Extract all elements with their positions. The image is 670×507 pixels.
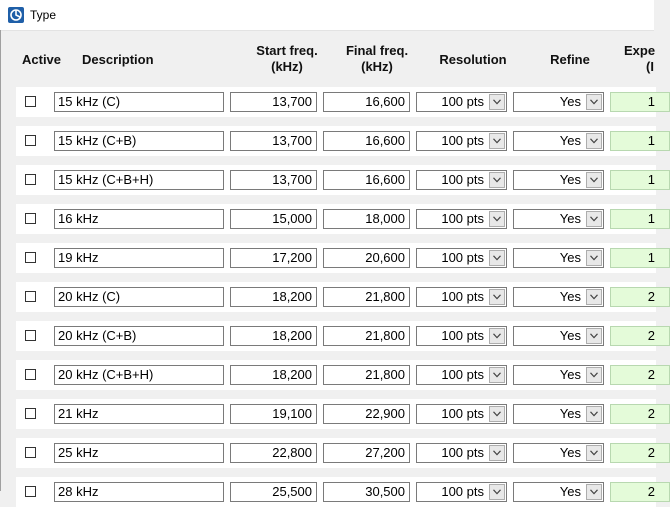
resolution-select[interactable]	[416, 287, 507, 307]
header-resolution: Resolution	[439, 52, 507, 67]
chevron-down-icon[interactable]	[489, 211, 505, 227]
chevron-down-icon[interactable]	[586, 328, 602, 344]
resolution-select[interactable]	[416, 443, 507, 463]
header-start-freq-line2: (kHz)	[271, 59, 303, 74]
chevron-down-icon[interactable]	[586, 250, 602, 266]
final-freq-input[interactable]: 27,200	[323, 443, 410, 463]
refine-select[interactable]	[513, 482, 604, 502]
table-row	[16, 399, 656, 429]
table-body	[0, 80, 655, 499]
description-input[interactable]: 25 kHz	[54, 443, 224, 463]
table-row	[16, 165, 656, 195]
expected-field: 2	[610, 482, 670, 502]
refine-value: Yes	[559, 250, 581, 265]
start-freq-input[interactable]: 13,700	[230, 170, 317, 190]
resolution-value: 100 pts	[441, 328, 484, 343]
table-row	[16, 360, 656, 390]
header-active: Active	[22, 52, 62, 67]
refine-select[interactable]	[513, 287, 604, 307]
refine-select[interactable]	[513, 209, 604, 229]
description-input[interactable]: 20 kHz (C+B)	[54, 326, 224, 346]
refine-value: Yes	[559, 172, 581, 187]
chevron-down-icon[interactable]	[489, 172, 505, 188]
table-header	[0, 31, 654, 81]
start-freq-input[interactable]: 15,000	[230, 209, 317, 229]
table-row	[16, 87, 656, 117]
start-freq-input[interactable]: 17,200	[230, 248, 317, 268]
start-freq-input[interactable]: 25,500	[230, 482, 317, 502]
expected-field: 1	[610, 209, 670, 229]
refine-value: Yes	[559, 406, 581, 421]
final-freq-input[interactable]: 20,600	[323, 248, 410, 268]
resolution-value: 100 pts	[441, 172, 484, 187]
header-final-freq-line1: Final freq.	[345, 43, 409, 58]
header-expected	[624, 43, 664, 75]
description-input[interactable]: 15 kHz (C+B+H)	[54, 170, 224, 190]
active-checkbox[interactable]	[25, 174, 36, 185]
header-expected-line1: Expe	[624, 43, 656, 58]
resolution-select[interactable]	[416, 170, 507, 190]
description-input[interactable]: 28 kHz	[54, 482, 224, 502]
resolution-value: 100 pts	[441, 94, 484, 109]
chevron-down-icon[interactable]	[586, 211, 602, 227]
resolution-value: 100 pts	[441, 367, 484, 382]
start-freq-input[interactable]: 13,700	[230, 131, 317, 151]
refine-select[interactable]	[513, 326, 604, 346]
resolution-value: 100 pts	[441, 289, 484, 304]
resolution-value: 100 pts	[441, 133, 484, 148]
resolution-select[interactable]	[416, 482, 507, 502]
refine-select[interactable]	[513, 404, 604, 424]
table-row	[16, 477, 656, 507]
refine-value: Yes	[559, 328, 581, 343]
final-freq-input[interactable]: 22,900	[323, 404, 410, 424]
expected-field: 2	[610, 365, 670, 385]
resolution-value: 100 pts	[441, 211, 484, 226]
header-final-freq-line2: (kHz)	[361, 59, 393, 74]
refine-select[interactable]	[513, 365, 604, 385]
chevron-down-icon[interactable]	[489, 133, 505, 149]
active-checkbox[interactable]	[25, 408, 36, 419]
refine-select[interactable]	[513, 131, 604, 151]
expected-field: 1	[610, 248, 670, 268]
active-checkbox[interactable]	[25, 252, 36, 263]
expected-field: 2	[610, 287, 670, 307]
expected-field: 2	[610, 443, 670, 463]
app-logo-icon	[8, 7, 24, 23]
final-freq-input[interactable]: 16,600	[323, 92, 410, 112]
chevron-down-icon[interactable]	[489, 367, 505, 383]
resolution-select[interactable]	[416, 326, 507, 346]
table-row	[16, 438, 656, 468]
chevron-down-icon[interactable]	[586, 445, 602, 461]
description-input[interactable]: 20 kHz (C)	[54, 287, 224, 307]
active-checkbox[interactable]	[25, 291, 36, 302]
description-input[interactable]: 20 kHz (C+B+H)	[54, 365, 224, 385]
start-freq-input[interactable]: 18,200	[230, 287, 317, 307]
active-checkbox[interactable]	[25, 135, 36, 146]
chevron-down-icon[interactable]	[489, 250, 505, 266]
chevron-down-icon[interactable]	[489, 484, 505, 500]
start-freq-input[interactable]: 19,100	[230, 404, 317, 424]
chevron-down-icon[interactable]	[489, 289, 505, 305]
refine-value: Yes	[559, 367, 581, 382]
refine-value: Yes	[559, 445, 581, 460]
chevron-down-icon[interactable]	[489, 94, 505, 110]
resolution-value: 100 pts	[441, 484, 484, 499]
description-input[interactable]: 21 kHz	[54, 404, 224, 424]
chevron-down-icon[interactable]	[586, 289, 602, 305]
refine-value: Yes	[559, 484, 581, 499]
resolution-select[interactable]	[416, 209, 507, 229]
refine-value: Yes	[559, 94, 581, 109]
final-freq-input[interactable]: 30,500	[323, 482, 410, 502]
header-refine: Refine	[550, 52, 590, 67]
window-title: Type	[30, 8, 57, 22]
refine-value: Yes	[559, 289, 581, 304]
header-description: Description	[82, 52, 154, 67]
final-freq-input[interactable]: 21,800	[323, 365, 410, 385]
resolution-select[interactable]	[416, 404, 507, 424]
active-checkbox[interactable]	[25, 330, 36, 341]
refine-select[interactable]	[513, 248, 604, 268]
chevron-down-icon[interactable]	[489, 445, 505, 461]
expected-field: 2	[610, 326, 670, 346]
final-freq-input[interactable]: 21,800	[323, 326, 410, 346]
table-row	[16, 243, 656, 273]
chevron-down-icon[interactable]	[489, 406, 505, 422]
header-expected-line2: (I	[646, 59, 654, 74]
refine-select[interactable]	[513, 92, 604, 112]
refine-value: Yes	[559, 211, 581, 226]
final-freq-input[interactable]: 16,600	[323, 131, 410, 151]
title-bar	[0, 0, 654, 30]
chevron-down-icon[interactable]	[489, 328, 505, 344]
resolution-value: 100 pts	[441, 445, 484, 460]
refine-select[interactable]	[513, 443, 604, 463]
resolution-select[interactable]	[416, 365, 507, 385]
table-row	[16, 321, 656, 351]
resolution-select[interactable]	[416, 92, 507, 112]
active-checkbox[interactable]	[25, 96, 36, 107]
resolution-select[interactable]	[416, 248, 507, 268]
header-start-freq-line1: Start freq.	[256, 43, 318, 58]
final-freq-input[interactable]: 16,600	[323, 170, 410, 190]
chevron-down-icon[interactable]	[586, 484, 602, 500]
chevron-down-icon[interactable]	[586, 133, 602, 149]
final-freq-input[interactable]: 21,800	[323, 287, 410, 307]
resolution-value: 100 pts	[441, 250, 484, 265]
active-checkbox[interactable]	[25, 213, 36, 224]
chevron-down-icon[interactable]	[586, 406, 602, 422]
refine-value: Yes	[559, 133, 581, 148]
expected-field: 2	[610, 404, 670, 424]
header-start-freq	[244, 43, 330, 75]
table-row	[16, 126, 656, 156]
start-freq-input[interactable]: 22,800	[230, 443, 317, 463]
description-input[interactable]: 15 kHz (C+B)	[54, 131, 224, 151]
table-row	[16, 282, 656, 312]
chevron-down-icon[interactable]	[586, 367, 602, 383]
resolution-select[interactable]	[416, 131, 507, 151]
active-checkbox[interactable]	[25, 447, 36, 458]
chevron-down-icon[interactable]	[586, 94, 602, 110]
start-freq-input[interactable]: 13,700	[230, 92, 317, 112]
start-freq-input[interactable]: 18,200	[230, 365, 317, 385]
description-input[interactable]: 19 kHz	[54, 248, 224, 268]
chevron-down-icon[interactable]	[586, 172, 602, 188]
description-input[interactable]: 15 kHz (C)	[54, 92, 224, 112]
resolution-value: 100 pts	[441, 406, 484, 421]
table-row	[16, 204, 656, 234]
expected-field: 1	[610, 170, 670, 190]
expected-field: 1	[610, 92, 670, 112]
final-freq-input[interactable]: 18,000	[323, 209, 410, 229]
refine-select[interactable]	[513, 170, 604, 190]
active-checkbox[interactable]	[25, 486, 36, 497]
expected-field: 1	[610, 131, 670, 151]
description-input[interactable]: 16 kHz	[54, 209, 224, 229]
start-freq-input[interactable]: 18,200	[230, 326, 317, 346]
header-final-freq	[334, 43, 420, 75]
active-checkbox[interactable]	[25, 369, 36, 380]
